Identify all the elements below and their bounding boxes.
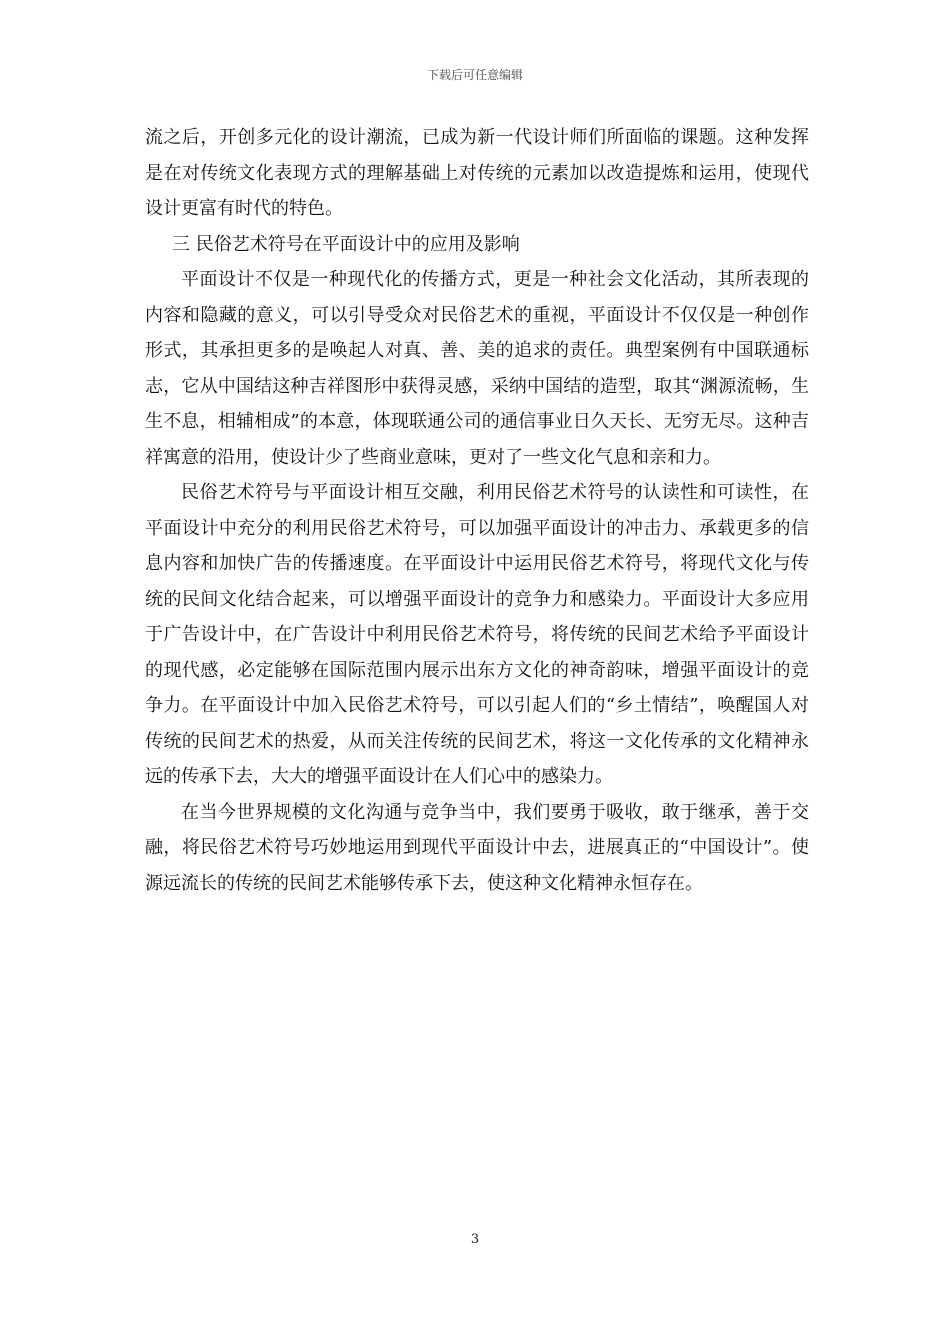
page-number: 3 (470, 1232, 480, 1247)
page-header: 下载后可任意编辑 (426, 68, 523, 82)
paragraph: 民俗艺术符号与平面设计相互交融，利用民俗艺术符号的认读性和可读性，在平面设计中充分的利用民俗艺术符号，可以加强平面设计的冲击力、承载更多的信息内容和加快广告的传播速度。在平面设计中运用民俗艺术符号，将现代文化与传统的民间文化结合起来，可以增强平面设计的竞争力和感染力。平面设计大多应用于广告设计中，在广告设计中利用民俗艺术符号，将传统的民间艺术给予平面设计的现代感，必定能够在国际范围内展示出东方文化的神奇韵味，增强平面设计的竞争力。在平面设计中加入民俗艺术符号，可以引起人们的“乡土情结”，唤醒国人对传统的民间艺术的热爱，从而关注传统的民间艺术，将这一文化传承的文化精神永远的传承下去，大大的增强平面设计在人们心中的感染力。 (145, 482, 809, 787)
paragraph: 在当今世界规模的文化沟通与竞争当中，我们要勇于吸收，敢于继承，善于交融，将民俗艺术符号巧妙地运用到现代平面设计中去，进展真正的“中国设计”。使源远流长的传统的民间艺术能够传承下去，使这种文化精神永恒存在。 (145, 801, 809, 894)
section-heading: 三 民俗艺术符号在平面设计中的应用及影响 (172, 233, 520, 255)
document-body (145, 120, 809, 901)
paragraph-continuation: 流之后，开创多元化的设计潮流，已成为新一代设计师们所面临的课题。这种发挥是在对传统文化表现方式的理解基础上对传统的元素加以改造提炼和运用，使现代设计更富有时代的特色。 (145, 127, 809, 219)
paragraph: 平面设计不仅是一种现代化的传播方式，更是一种社会文化活动，其所表现的内容和隐藏的意义，可以引导受众对民俗艺术的重视，平面设计不仅仅是一种创作形式，其承担更多的是唤起人对真、善、美的追求的责任。典型案例有中国联通标志，它从中国结这种吉祥图形中获得灵感，采纳中国结的造型，取其“渊源流畅，生生不息，相辅相成”的本意，体现联通公司的通信事业日久天长、无穷无尽。这种吉祥寓意的沿用，使设计少了些商业意味，更对了一些文化气息和亲和力。 (145, 269, 809, 468)
